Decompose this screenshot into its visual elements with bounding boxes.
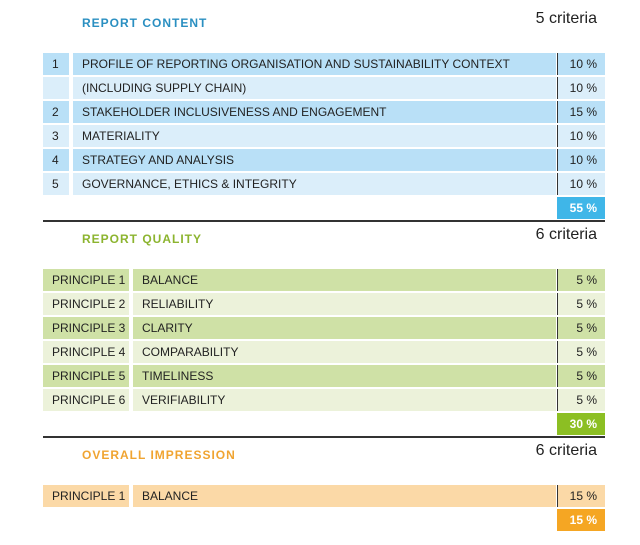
- total-row: [43, 413, 605, 435]
- row-label: STAKEHOLDER INCLUSIVENESS AND ENGAGEMENT: [73, 101, 556, 123]
- section-header: [43, 8, 605, 38]
- criteria-count: 6 criteria: [535, 226, 597, 243]
- section-title: REPORT QUALITY: [82, 232, 203, 246]
- criteria-count: 6 criteria: [535, 442, 597, 459]
- row-principle: PRINCIPLE 1: [43, 485, 129, 507]
- row-weight: 10 %: [557, 125, 605, 147]
- row-number: 4: [43, 149, 69, 171]
- table-row: [43, 53, 605, 75]
- total-badge: 30 %: [557, 413, 605, 435]
- row-weight: 5 %: [557, 365, 605, 387]
- row-weight: 15 %: [557, 101, 605, 123]
- row-label: COMPARABILITY: [133, 341, 556, 363]
- row-weight: 5 %: [557, 389, 605, 411]
- criteria-table: [43, 53, 605, 219]
- section-title: REPORT CONTENT: [82, 16, 208, 30]
- row-label: PROFILE OF REPORTING ORGANISATION AND SUSTAINABILITY CONTEXT: [73, 53, 556, 75]
- total-badge: 15 %: [557, 509, 605, 531]
- table-row: [43, 173, 605, 195]
- total-badge: 55 %: [557, 197, 605, 219]
- row-label: TIMELINESS: [133, 365, 556, 387]
- row-number: 1: [43, 53, 69, 75]
- row-label: RELIABILITY: [133, 293, 556, 315]
- section-header: [43, 440, 605, 470]
- row-weight: 5 %: [557, 341, 605, 363]
- table-row: [43, 77, 605, 99]
- row-principle: PRINCIPLE 4: [43, 341, 129, 363]
- row-weight: 5 %: [557, 269, 605, 291]
- row-weight: 10 %: [557, 173, 605, 195]
- row-principle: PRINCIPLE 5: [43, 365, 129, 387]
- criteria-count: 5 criteria: [535, 10, 597, 27]
- row-label: STRATEGY AND ANALYSIS: [73, 149, 556, 171]
- section-title: OVERALL IMPRESSION: [82, 448, 236, 462]
- row-label: CLARITY: [133, 317, 556, 339]
- table-row: [43, 389, 605, 411]
- report-content-section: [43, 8, 605, 219]
- total-row: [43, 509, 605, 531]
- table-row: [43, 485, 605, 507]
- criteria-table: [43, 269, 605, 435]
- row-number: 2: [43, 101, 69, 123]
- row-label: VERIFIABILITY: [133, 389, 556, 411]
- row-weight: 10 %: [557, 149, 605, 171]
- row-principle: PRINCIPLE 6: [43, 389, 129, 411]
- row-number: 5: [43, 173, 69, 195]
- table-row: [43, 293, 605, 315]
- section-divider: [43, 220, 605, 222]
- row-number: 3: [43, 125, 69, 147]
- table-row: [43, 341, 605, 363]
- row-weight: 10 %: [557, 53, 605, 75]
- section-divider: [43, 436, 605, 438]
- row-label: (INCLUDING SUPPLY CHAIN): [73, 77, 556, 99]
- row-label: BALANCE: [133, 269, 556, 291]
- row-principle: PRINCIPLE 1: [43, 269, 129, 291]
- total-row: [43, 197, 605, 219]
- table-row: [43, 269, 605, 291]
- row-label: BALANCE: [133, 485, 556, 507]
- report-quality-section: [43, 224, 605, 435]
- row-weight: 15 %: [557, 485, 605, 507]
- table-row: [43, 125, 605, 147]
- row-principle: PRINCIPLE 3: [43, 317, 129, 339]
- row-label: GOVERNANCE, ETHICS & INTEGRITY: [73, 173, 556, 195]
- row-label: MATERIALITY: [73, 125, 556, 147]
- table-row: [43, 101, 605, 123]
- table-row: [43, 317, 605, 339]
- row-weight: 5 %: [557, 293, 605, 315]
- row-weight: 5 %: [557, 317, 605, 339]
- overall-impression-section: [43, 440, 605, 531]
- row-principle: PRINCIPLE 2: [43, 293, 129, 315]
- row-weight: 10 %: [557, 77, 605, 99]
- table-row: [43, 365, 605, 387]
- criteria-table: [43, 485, 605, 531]
- section-header: [43, 224, 605, 254]
- table-row: [43, 149, 605, 171]
- row-number: [43, 77, 69, 99]
